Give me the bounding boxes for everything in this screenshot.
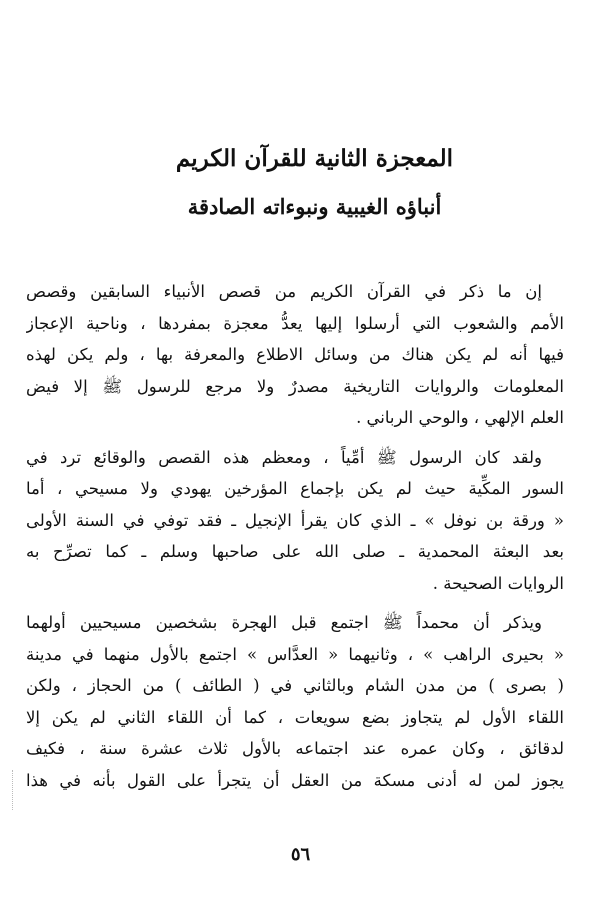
text-line: السور المكِّية حيث لم يكن بإجماع المؤرخين يهودي ولا مسيحي ، أما <box>26 479 564 498</box>
text-line: لدقائق ، وكان عمره عند اجتماعه بالأول ثلاث عشرة سنة ، فكيف <box>26 739 564 758</box>
text-line: إن ما ذكر في القرآن الكريم من قصص الأنبياء السابقين وقصص <box>26 282 542 301</box>
text-line: بعد البعثة المحمدية ـ صلى الله على صاحبها وسلم ـ كما تصرِّح به <box>26 542 564 561</box>
text-line: الأمم والشعوب التي أرسلوا إليها يعدُّ معجزة بمفردها ، وناحية الإعجاز <box>26 313 564 333</box>
text-line: « ورقة بن نوفل » ـ الذي كان يقرأ الإنجيل ـ فقد توفي في السنة الأولى <box>26 510 564 530</box>
text-line: فيها أنه لم يكن هناك من وسائل الاطلاع والمعرفة بها ، ولم يكن لهذه <box>26 345 564 364</box>
text-line: اللقاء الأول لم يتجاوز بضع سويعات ، كما أن اللقاء الثاني لم يكن إلا <box>26 707 564 727</box>
page-subtitle: أنباؤه الغيبية ونبوءاته الصادقة <box>187 194 442 219</box>
text-line: ويذكر أن محمداً ﷺ اجتمع قبل الهجرة بشخصين مسيحيين أولهما <box>26 613 542 632</box>
text-line: المعلومات والروايات التاريخية مصدرٌ ولا مرجع للرسول ﷺ إلا فيض <box>26 376 564 396</box>
text-line: الروايات الصحيحة . <box>432 573 564 593</box>
text-line: ( بصرى ) من مدن الشام وبالثاني في ( الطائف ) من الحجاز ، ولكن <box>26 676 564 695</box>
page-number: ٥٦ <box>290 844 311 865</box>
text-line: العلم الإلهي ، والوحي الرباني . <box>356 408 564 427</box>
text-line: ولقد كان الرسول ﷺ أمِّياً ، ومعظم هذه القصص والوقائع ترد في <box>26 447 542 467</box>
page-title: المعجزة الثانية للقرآن الكريم <box>175 145 454 172</box>
text-line: « بحيرى الراهب » ، وثانيهما « العدَّاس » اجتمع بالأول منهما في مدينة <box>26 644 564 664</box>
paragraph-3 <box>26 607 564 796</box>
body-text <box>26 276 564 796</box>
text-line: يجوز لمن له أدنى مسكة من العقل أن يتجرأ على القول بأنه في هذا <box>26 770 564 790</box>
paragraph-2 <box>26 442 564 600</box>
margin-mark <box>12 770 16 810</box>
paragraph-1 <box>26 276 564 434</box>
